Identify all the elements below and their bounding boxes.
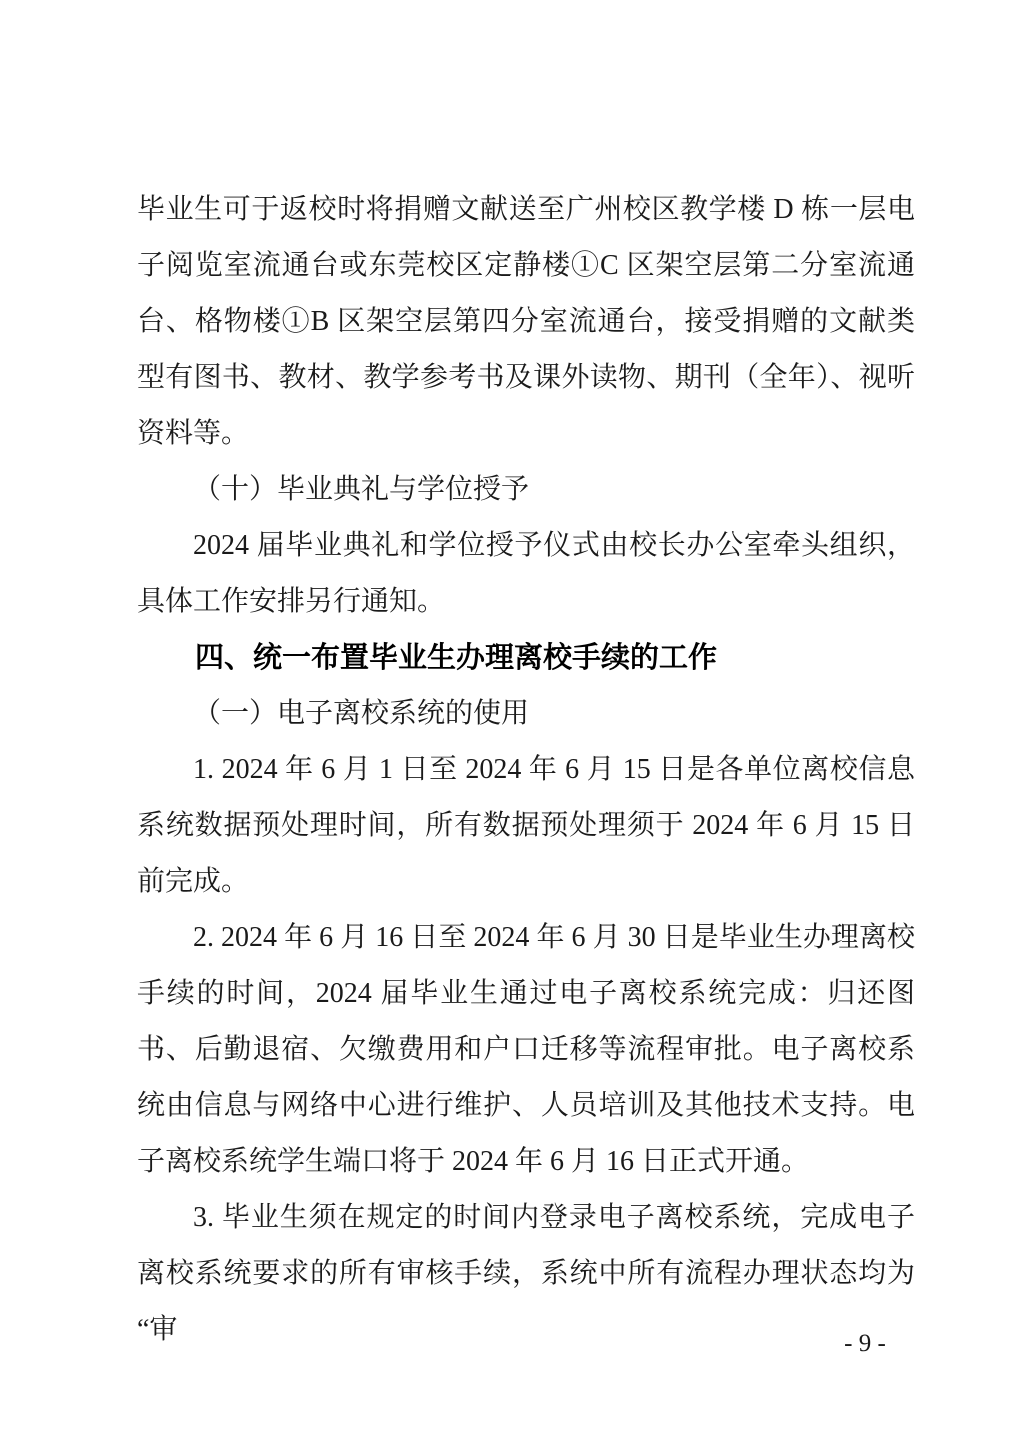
paragraph-donation-continuation: 毕业生可于返校时将捐赠文献送至广州校区教学楼 D 栋一层电子阅览室流通台或东莞校区定静楼①C 区架空层第二分室流通台、格物楼①B 区架空层第四分室流通台，接受捐赠的文献类型有图书、教材、教学参考书及课外读物、期刊（全年）、视听资料等。	[137, 194, 915, 449]
page-number: - 9 -	[844, 1330, 886, 1357]
section-heading-departure-procedures: 四、统一布置毕业生办理离校手续的工作	[195, 642, 718, 674]
paragraph-login-requirement: 3. 毕业生须在规定的时间内登录电子离校系统，完成电子离校系统要求的所有审核手续，系统中所有流程办理状态均为“审	[137, 1202, 915, 1345]
paragraph-ceremony-arrangement: 2024 届毕业典礼和学位授予仪式由校长办公室牵头组织，具体工作安排另行通知。	[137, 530, 915, 617]
paragraph-departure-period: 2. 2024 年 6 月 16 日至 2024 年 6 月 30 日是毕业生办理离校手续的时间，2024 届毕业生通过电子离校系统完成：归还图书、后勤退宿、欠缴费用和户口迁移等流程审批。电子离校系统由信息与网络中心进行维护、人员培训及其他技术支持。电子离校系统学生端口将于 2024 年 6 月 16 日正式开通。	[137, 922, 915, 1177]
page-footer	[820, 1330, 910, 1358]
subsection-heading-electronic-system: （一）电子离校系统的使用	[193, 698, 530, 729]
paragraph-data-preprocessing: 1. 2024 年 6 月 1 日至 2024 年 6 月 15 日是各单位离校信息系统数据预处理时间，所有数据预处理须于 2024 年 6 月 15 日前完成。	[137, 754, 915, 897]
subsection-heading-ceremony: （十）毕业典礼与学位授予	[193, 474, 530, 505]
document-body	[137, 182, 915, 1358]
